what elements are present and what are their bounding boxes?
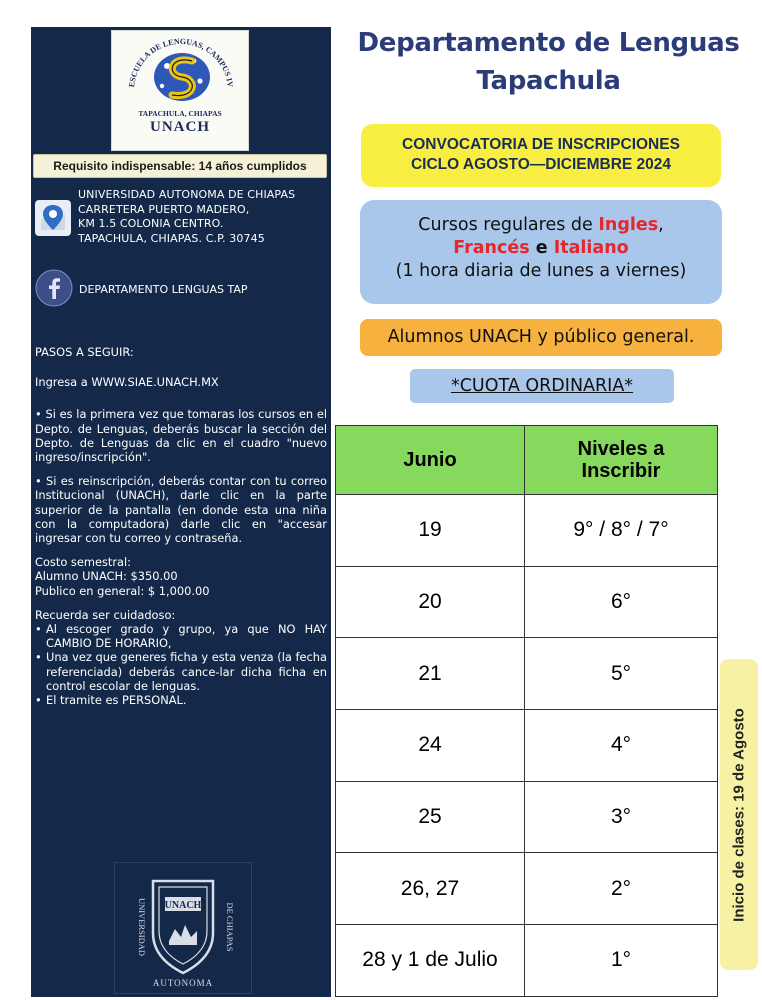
title-line-1: Departamento de Lenguas [357, 28, 740, 58]
facebook-icon [35, 269, 73, 307]
address-line: CARRETERA PUERTO MADERO, [78, 202, 250, 216]
address-line: TAPACHULA, CHIAPAS. C.P. 30745 [78, 231, 265, 245]
courses-conjunction: e [529, 238, 554, 258]
table-row [336, 566, 718, 638]
classes-start-text: Inicio de clases: 19 de Agosto [730, 707, 748, 922]
date-cell: 26, 27 [336, 853, 525, 925]
classes-start-banner [720, 659, 758, 970]
shield-text: UNACH [164, 900, 202, 911]
date-cell: 28 y 1 de Julio [336, 925, 525, 997]
language-italian: Italiano [553, 238, 629, 258]
new-student-instruction: • Si es la primera vez que tomaras los cursos en el Depto. de Lenguas, deberás buscar la sección del Depto. de Lenguas da clic en el cuadro "nuevo ingreso/inscripción". [35, 407, 327, 465]
page-title [335, 24, 762, 100]
steps-section [35, 345, 327, 707]
date-cell: 21 [336, 638, 525, 710]
courses-comma: , [658, 215, 664, 235]
logo-left-text: UNIVERSIDAD [137, 897, 147, 957]
table-row [336, 495, 718, 567]
cost-public: Publico en general: $ 1,000.00 [35, 583, 210, 598]
date-cell: 24 [336, 710, 525, 782]
logo-right-text: DE CHIAPAS [225, 902, 235, 952]
table-row [336, 925, 718, 997]
enrollment-call-box [361, 124, 721, 187]
address-line: UNIVERSIDAD AUTONOMA DE CHIAPAS [78, 188, 296, 201]
column-header-date: Junio [336, 426, 525, 495]
address-line: KM 1.5 COLONIA CENTRO. [78, 217, 224, 230]
list-item: • El tramite es PERSONAL. [35, 693, 327, 707]
level-cell: 3° [525, 781, 718, 853]
fee-label: *CUOTA ORDINARIA* [410, 369, 674, 403]
logo-arc-text: ESCUELA DE LENGUAS, CAMPUS IV [127, 36, 235, 88]
careful-title: Recuerda ser cuidadoso: [35, 607, 176, 622]
level-cell: 1° [525, 925, 718, 997]
university-shield-emblem [115, 863, 251, 993]
table-row [336, 710, 718, 782]
steps-title: PASOS A SEGUIR: [35, 345, 134, 359]
table-row [336, 781, 718, 853]
logo-bottom-text: AUTONOMA [152, 978, 214, 988]
table-header-row [336, 426, 718, 495]
logo-city: TAPACHULA, CHIAPAS [138, 109, 222, 118]
location-pin-icon [35, 200, 71, 236]
logo-name: UNACH [150, 119, 210, 135]
table-row [336, 638, 718, 710]
language-english: Ingles [598, 215, 659, 235]
date-cell: 25 [336, 781, 525, 853]
call-line-2: CICLO AGOSTO—DICIEMBRE 2024 [410, 156, 672, 173]
school-logo [111, 30, 249, 151]
cost-unach: Alumno UNACH: $350.00 [35, 569, 178, 584]
schedule-table [335, 425, 718, 997]
reenrollment-instruction: • Si es reinscripción, deberás contar con tu correo Institucional (UNACH), darle clic en la parte superior de la pantalla (en donde esta una niña con la computadora) darle clic en "accesar ingresar con tu correo y contraseña. [35, 474, 327, 546]
facebook-page-label: DEPARTAMENTO LENGUAS TAP [79, 283, 248, 296]
column-header-levels [525, 426, 718, 495]
sidebar [31, 27, 331, 997]
university-logo [114, 862, 252, 994]
list-item: • Al escoger grado y grupo, ya que NO HAY CAMBIO DE HORARIO, [35, 622, 327, 650]
call-line-1: CONVOCATORIA DE INSCRIPCIONES [402, 136, 680, 153]
date-cell: 19 [336, 495, 525, 567]
column-header-levels-text: Niveles a Inscribir [577, 438, 665, 482]
courses-schedule: (1 hora diaria de lunes a viernes) [395, 261, 687, 281]
level-cell: 4° [525, 710, 718, 782]
level-cell: 5° [525, 638, 718, 710]
cost-title: Costo semestral: [35, 555, 132, 570]
list-item: • Una vez que generes ficha y esta venza (la fecha referenciada) deberás cance-lar dicha ficha en control escolar de lenguas. [35, 650, 327, 693]
website-instruction: Ingresa a WWW.SIAE.UNACH.MX [35, 375, 219, 390]
date-cell: 20 [336, 566, 525, 638]
level-cell: 2° [525, 853, 718, 925]
title-line-2: Tapachula [476, 66, 621, 96]
courses-prefix: Cursos regulares de [418, 215, 599, 235]
level-cell: 9° / 8° / 7° [525, 495, 718, 567]
courses-box [360, 200, 722, 304]
language-french: Francés [453, 238, 530, 258]
careful-list [35, 622, 327, 707]
address-block [78, 188, 328, 246]
requirement-box: Requisito indispensable: 14 años cumplidos [33, 154, 327, 178]
audience-box: Alumnos UNACH y público general. [360, 319, 722, 356]
level-cell: 6° [525, 566, 718, 638]
table-row [336, 853, 718, 925]
